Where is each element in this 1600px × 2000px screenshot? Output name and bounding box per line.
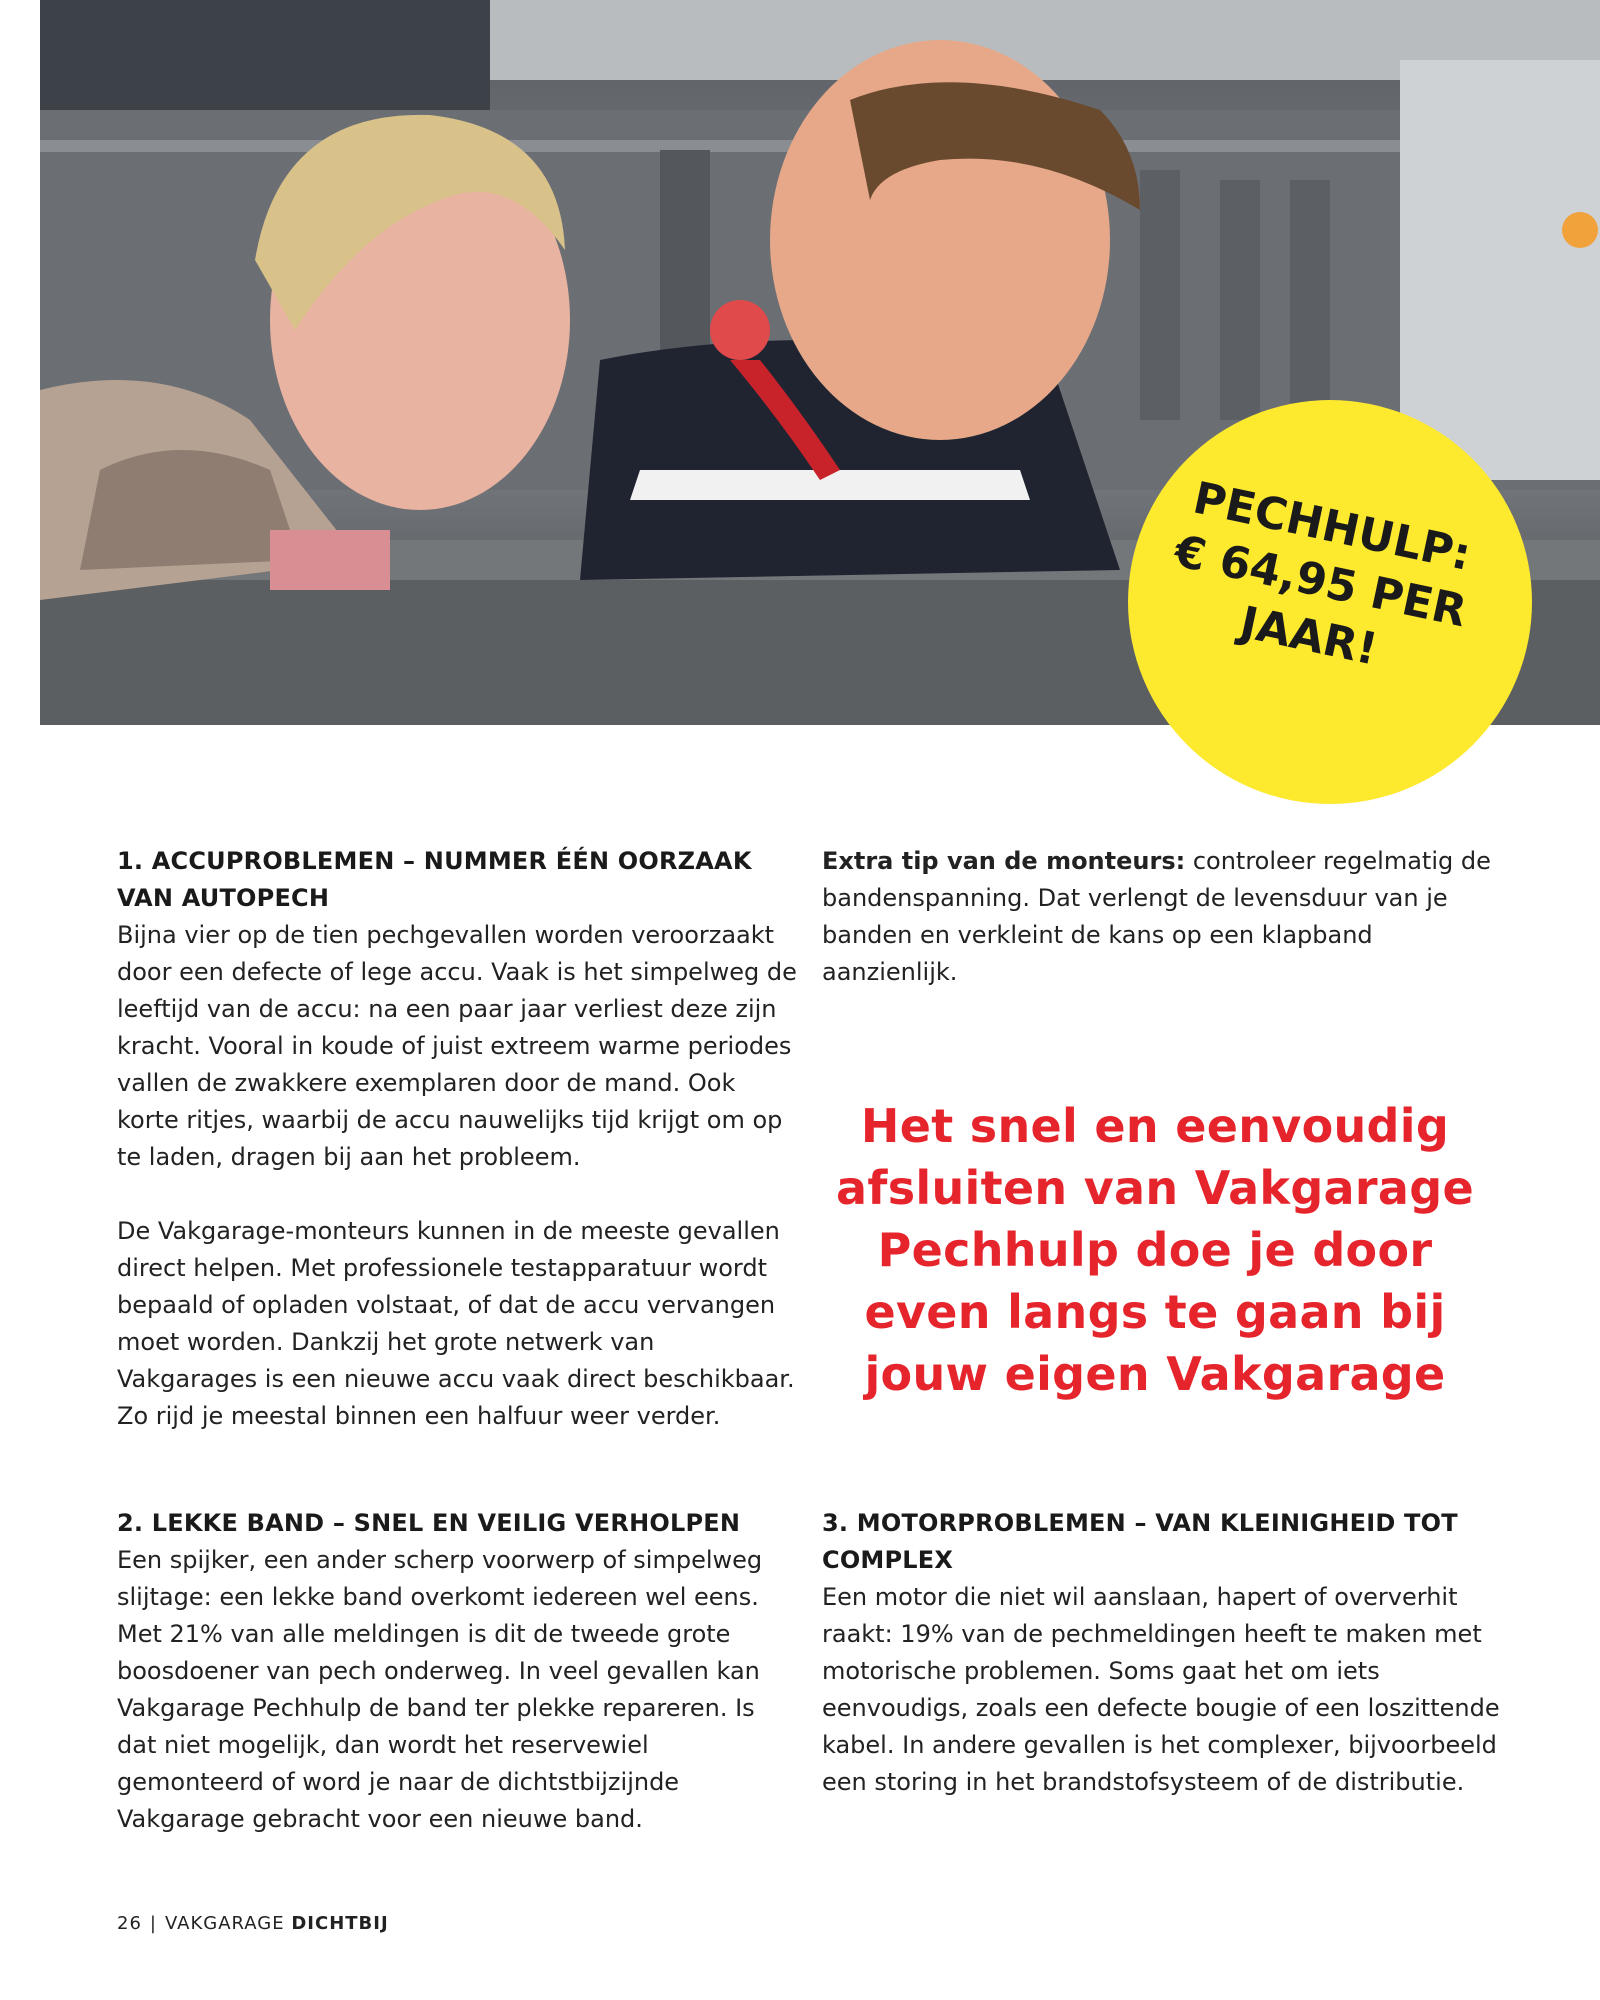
price-badge (1128, 400, 1532, 804)
page-number: 26 (117, 1913, 142, 1934)
section-heading-accu: 1. ACCUPROBLEMEN – NUMMER ÉÉN OORZAAK VAN AUTOPECH (117, 847, 752, 912)
section-body-motor: Een motor die niet wil aanslaan, hapert of oververhit raakt: 19% van de pechmeldingen heeft te maken met motorische problemen. Soms gaat het om iets eenvoudigs, zoals een defecte bougie of een loszittende kabel. In andere gevallen is het complexer, bijvoorbeeld een storing in het brandstofsysteem of de distributie. (822, 1583, 1500, 1796)
section-body-band: Een spijker, een ander scherp voorwerp of simpelweg slijtage: een lekke band overkomt iedereen wel eens. Met 21% van alle meldingen is dit de tweede grote boosdoener van pech onderweg. In veel gevallen kan Vakgarage Pechhulp de band ter plekke repareren. Is dat niet mogelijk, dan wordt het reservewiel gemonteerd of word je naar de dichtstbijzijnde Vakgarage gebracht voor een nieuwe band. (117, 1546, 763, 1833)
section-lekke-band (117, 1505, 797, 1838)
section-heading-motor: 3. MOTORPROBLEMEN – VAN KLEINIGHEID TOT COMPLEX (822, 1509, 1458, 1574)
tip-text: controleer regelmatig de bandenspanning. Dat verlengt de levensduur van je banden en verkleint de kans op een klapband aanzienlijk. (822, 847, 1491, 986)
section-body-accu-2: De Vakgarage-monteurs kunnen in de meeste gevallen direct helpen. Met professionele testapparatuur wordt bepaald of opladen volstaat, of dat de accu vervangen moet worden. Dankzij het grote netwerk van Vakgarages is een nieuwe accu vaak direct beschikbaar. Zo rijd je meestal binnen een halfuur weer verder. (117, 1217, 795, 1430)
price-badge-text: PECHHULP: € 64,95 PER JAAR! (1169, 472, 1475, 676)
pull-quote: Het snel en eenvoudig afsluiten van Vakgarage Pechhulp doe je door even langs te gaan bij jouw eigen Vakgarage (836, 1099, 1474, 1401)
footer-separator: | (149, 1913, 157, 1934)
tip-lead: Extra tip van de monteurs: (822, 847, 1186, 875)
section-motorproblemen (822, 1505, 1512, 1801)
section-accuproblemen (117, 843, 797, 1435)
extra-tip (822, 843, 1512, 991)
footer-brand: VAKGARAGE (164, 1913, 285, 1934)
footer-issue: DICHTBIJ (291, 1913, 389, 1934)
tip-paragraph (822, 843, 1512, 991)
section-heading-band: 2. LEKKE BAND – SNEL EN VEILIG VERHOLPEN (117, 1509, 741, 1537)
section-body-accu-1: Bijna vier op de tien pechgevallen worden veroorzaakt door een defecte of lege accu. Vaak is het simpelweg de leeftijd van de accu: na een paar jaar verliest deze zijn kracht. Vooral in koude of juist extreem warme periodes vallen de zwakkere exemplaren door de mand. Ook korte ritjes, waarbij de accu nauwelijks tijd krijgt om op te laden, dragen bij aan het probleem. (117, 921, 797, 1171)
page-footer (117, 1913, 389, 1934)
